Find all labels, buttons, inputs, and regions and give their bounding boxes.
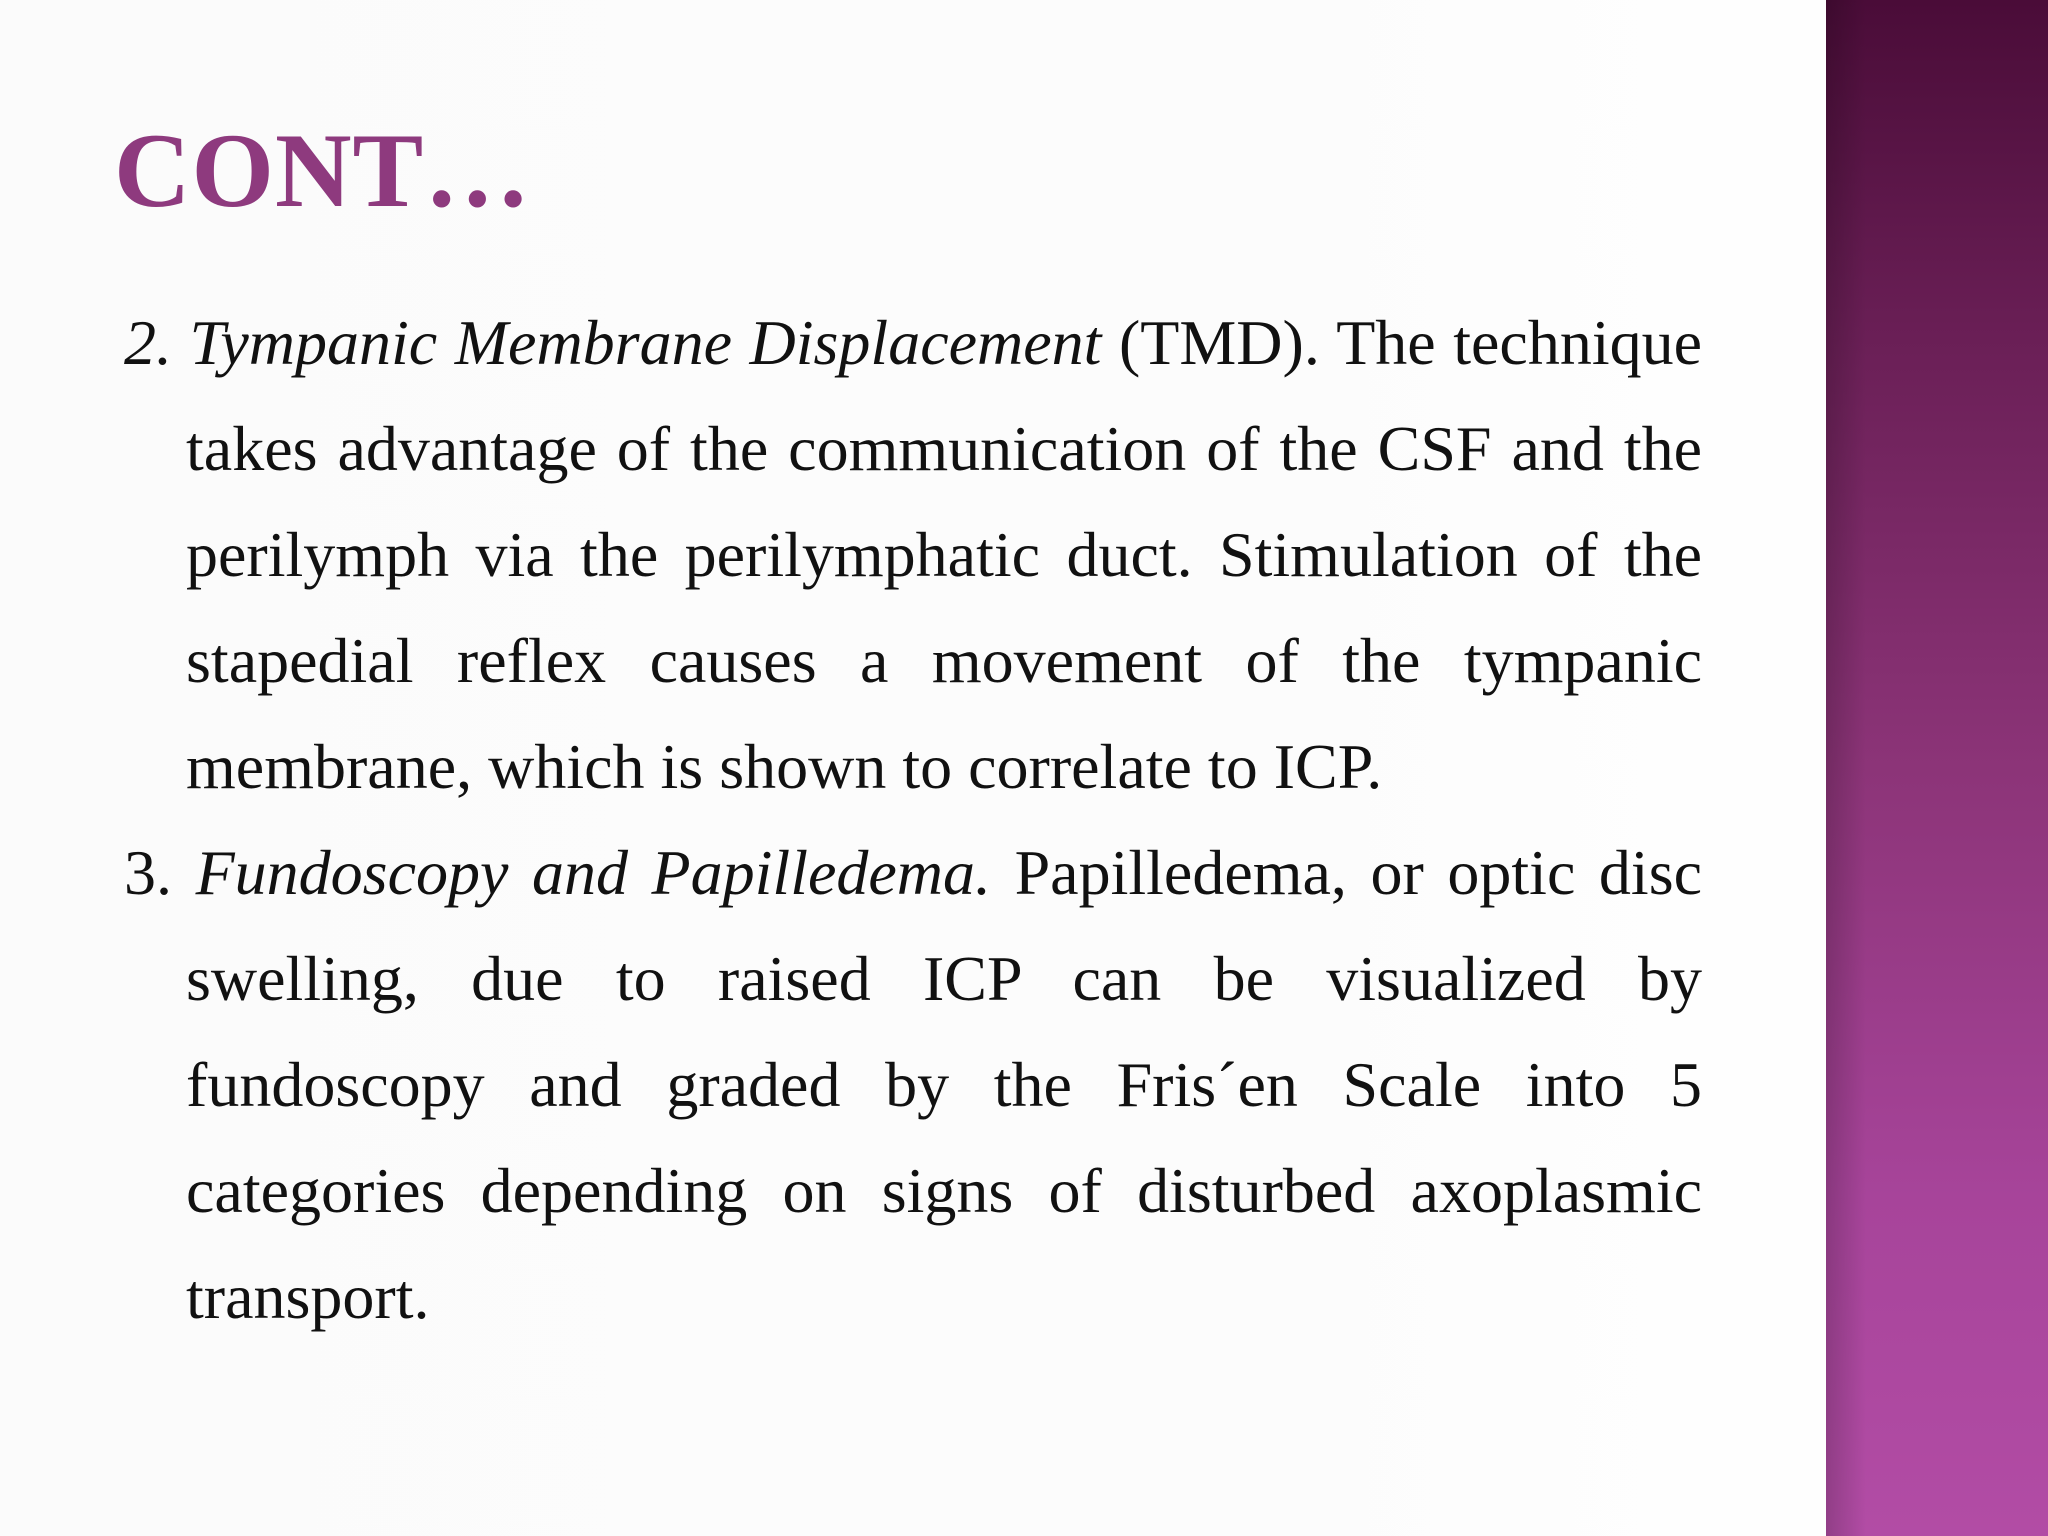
item-number: 2.	[124, 307, 172, 378]
item-heading: Tympanic Membrane Displacement	[189, 307, 1102, 378]
item-body: The technique takes advantage of the communication of the CSF and the perilymph via the perilymphatic duct. Stimulation of the stapedial reflex causes a movement of the tympanic membrane, which is shown to correlate to ICP.	[186, 307, 1703, 802]
slide-content	[124, 290, 1702, 1350]
list-item-fundoscopy	[124, 820, 1702, 1350]
slide-title: CONT…	[114, 112, 532, 229]
decorative-side-band	[1826, 0, 2048, 1536]
item-abbreviation: (TMD).	[1101, 307, 1320, 378]
item-number: 3.	[124, 837, 172, 908]
list-item-tmd	[124, 290, 1702, 820]
item-body: Papilledema, or optic disc swelling, due to raised ICP can be visualized by fundoscopy and graded by the Fris´en Scale into 5 categories depending on signs of disturbed axoplasmic transport.	[186, 837, 1703, 1332]
item-heading: Fundoscopy and Papilledema.	[195, 837, 992, 908]
